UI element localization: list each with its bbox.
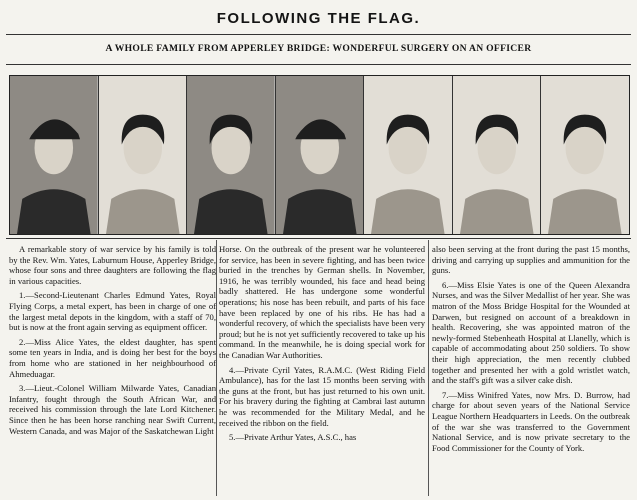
portrait-image (364, 76, 452, 234)
paragraph: 3.—Lieut.-Colonel William Milwarde Yates, Canadian Infantry, fought through the South African War, and received his commission through the late Lord Kitchener. Since then he has been horse ranching near Swift Current, Western Canada, and was Major of the Saskatchewan Light (9, 383, 216, 436)
paragraph: also been serving at the front during the past 15 months, driving and carrying up supplies and ammunition for the guns. (432, 244, 630, 276)
photo-rule (6, 238, 631, 239)
portrait-1 (10, 76, 99, 234)
portrait-shoulders (371, 189, 445, 234)
portrait-6 (453, 76, 542, 234)
article-column-3 (432, 244, 630, 496)
portrait-image (453, 76, 541, 234)
headline: FOLLOWING THE FLAG. (216, 10, 421, 27)
paragraph: 6.—Miss Elsie Yates is one of the Queen Alexandra Nurses, and was the Silver Medallist of her year. She was matron of the Moss Bridge Hospital for the Wounded at Darwen, but resigned on account of a breakdown in health. Recovering, she was appointed matron of the newly-formed Stebenheath Hospital at Llanelly, which is capable of accommodating about 250 soldiers. To show their high appreciation, the men recently clubbed together and presented her with a gold wristlet watch, and the staff's gift was a silver cake dish. (432, 279, 630, 386)
portrait-3 (187, 76, 276, 234)
portrait-image (10, 76, 98, 234)
column-divider (216, 240, 217, 496)
portrait-shoulders (283, 189, 357, 234)
portrait-shoulders (17, 189, 91, 234)
portrait-image (99, 76, 187, 234)
paragraph: 5.—Private Arthur Yates, A.S.C., has (229, 432, 357, 443)
headline-rule (6, 34, 631, 35)
paragraph: 7.—Miss Winifred Yates, now Mrs. D. Burrow, had charge for about seven years of the National Service League Northern Headquarters in Leeds. On the outbreak of the war she was transferred to the Government National Service, and is now private secretary to the Food Commissioner for the County of York. (432, 389, 630, 453)
portrait-shoulders (460, 189, 534, 234)
article-column-2 (219, 244, 425, 496)
portrait-4 (276, 76, 365, 234)
paragraph: 2.—Miss Alice Yates, the eldest daughter, has spent some ten years in India, and is doing her best for the boys from home who are stationed in her neighbourhood of Ahmeduagar. (9, 336, 216, 379)
portrait-2 (99, 76, 188, 234)
paragraph: 4.—Private Cyril Yates, R.A.M.C. (West Riding Field Ambulance), has for the last 15 months been serving with the guns at the front, but has just returned to his own unit. For his bravery during the fighting at Cambrai last autumn he was recommended for the Military Medal, and he received the ribbon on the field. (219, 364, 425, 428)
paragraph: A remarkable story of war service by his family is told by the Rev. Wm. Yates, Laburnum House, Apperley Bridge, whose four sons and three daughters are following the flag in various capacities. (9, 244, 216, 286)
portrait-image (187, 76, 275, 234)
portrait-strip (9, 75, 630, 235)
column-divider (428, 240, 429, 496)
portrait-shoulders (106, 189, 180, 234)
portrait-7 (541, 76, 629, 234)
paragraph: Horse. On the outbreak of the present war he volunteered for service, has been in severe fighting, and has been twice buried in the trenches by German shells. In November, 1916, he was terribly wounded, his face and head being badly shattered. He has undergone some wonderful operations; his nose has been rebuilt, and parts of his face have been replaced by one of his ribs. He has had a wonderful recovery, of which the specialists have been very proud; but he is not yet sufficiently recovered to take up his command. In the meanwhile, he is doing special work for the Canadian War Authorities. (219, 244, 425, 360)
article-column-1 (9, 244, 216, 496)
paragraph: 1.—Second-Lieutenant Charles Edmund Yates, Royal Flying Corps, a metal expert, has been in charge of one of the largest metal depots in the kingdom, with a staff of 70, but is now at the front again serving as equipment officer. (9, 290, 216, 333)
portrait-5 (364, 76, 453, 234)
portrait-shoulders (194, 189, 268, 234)
portrait-image (541, 76, 629, 234)
portrait-image (276, 76, 364, 234)
subhead-rule (6, 64, 631, 65)
subheadline: A WHOLE FAMILY FROM APPERLEY BRIDGE: WONDERFUL SURGERY ON AN OFFICER (105, 43, 532, 54)
portrait-shoulders (548, 189, 622, 234)
